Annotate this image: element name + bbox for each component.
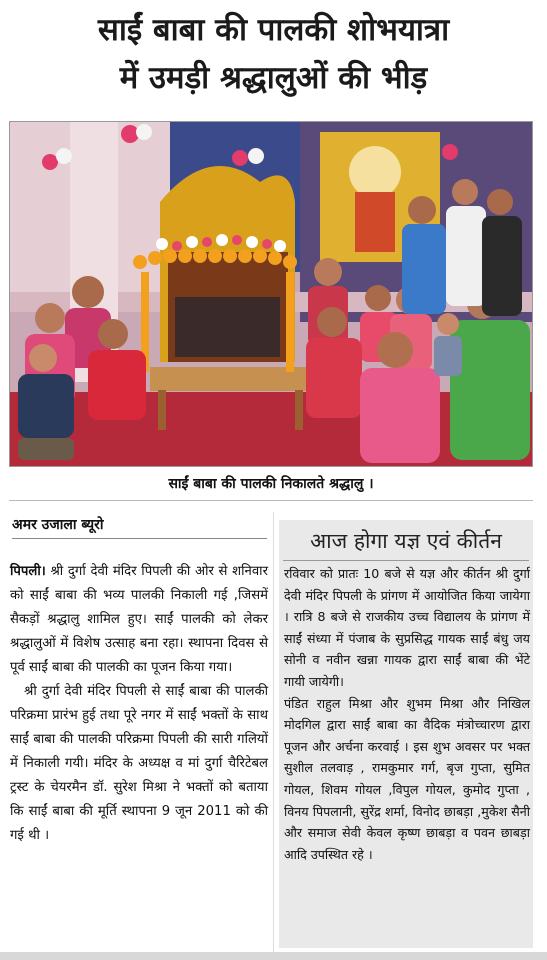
byline: अमर उजाला ब्यूरो bbox=[12, 517, 104, 533]
news-photo bbox=[9, 121, 533, 467]
dateline: पिपली। bbox=[10, 564, 46, 579]
sidebar-body bbox=[284, 563, 530, 865]
sidebar-title-divider bbox=[283, 560, 529, 561]
photo-caption: साईं बाबा की पालकी निकालते श्रद्धालु । bbox=[168, 476, 374, 492]
headline-line-2: में उमड़ी श्रद्धालुओं की भीड़ bbox=[119, 60, 428, 96]
headline bbox=[0, 6, 547, 102]
article-paragraph-2: श्री दुर्गा देवी मंदिर पिपली से साईं बाबा की पालकी परिक्रमा प्रारंभ हुई तथा पूरे नगर में साईं भक्तों के साथ साईं बाबा की पालकी परिक्रमा पिपली की सारी गलियों में निकाली गयी। मंदिर के अध्यक्ष व मां दुर्गा चैरिटेबल ट्रस्ट के चेयरमैन डॉ. सुरेश मिश्रा ने भक्तों को बताया कि साईं बाबा की मूर्ति स्थापना 9 जून 2011 को की गई थी । bbox=[10, 684, 268, 843]
headline-line-1: साईं बाबा की पालकी शोभयात्रा bbox=[97, 12, 450, 48]
bottom-strip bbox=[0, 952, 547, 960]
article-paragraph-1-text: श्री दुर्गा देवी मंदिर पिपली की ओर से शनिवार को साईं बाबा की भव्य पालकी निकाली गई ,जिसमें सैकड़ों श्रद्धालु शामिल हुए। साईं पालकी को लेकर श्रद्धालुओं में विशेष उत्साह बना रहा। स्थापना दिवस से पूर्व साईं बाबा की पालकी का पूजन किया गया। bbox=[10, 564, 268, 675]
article-paragraph-1 bbox=[10, 560, 268, 680]
palanquin-procession-photo bbox=[10, 122, 533, 467]
article-body bbox=[10, 560, 268, 848]
column-divider bbox=[273, 512, 274, 952]
sidebar-title: आज होगा यज्ञ एवं कीर्तन bbox=[310, 529, 502, 553]
byline-divider bbox=[12, 538, 267, 539]
caption-divider bbox=[9, 500, 533, 501]
sidebar-paragraph-2: पंडित राहुल मिश्रा और शुभम मिश्रा और निखिल मोदगिल द्वारा साईं बाबा का वैदिक मंत्रोच्चारण द्वारा पूजन और अर्चना करवाई । इस शुभ अवसर पर भक्त सुशील तलवाड़ , रामकुमार गर्ग, बृज गुप्ता, सुमित गोयल, शिवम गोयल ,विपुल गोयल, कुमोद गुप्ता , विनय पिपलानी, सुरेंद्र शर्मा, विनोद छाबड़ा ,मुकेश सैनी और समाज सेवी केवल कृष्ण छाबड़ा व पवन छाबड़ा आदि उपस्थित रहे । bbox=[284, 695, 530, 862]
sidebar-paragraph-1: रविवार को प्रातः 10 बजे से यज्ञ और कीर्तन श्री दुर्गा देवी मंदिर पिपली के प्रांगण में आयोजित किया जायेगा । रात्रि 8 बजे से राजकीय उच्च विद्यालय के प्रांगण में साईं संध्या में पंजाब के सुप्रसिद्ध गायक साईं बंधु जय सोनी व नवीन खन्ना गायक द्वारा साईं बाबा की भेंटे गायी जायेगी। bbox=[284, 566, 530, 689]
